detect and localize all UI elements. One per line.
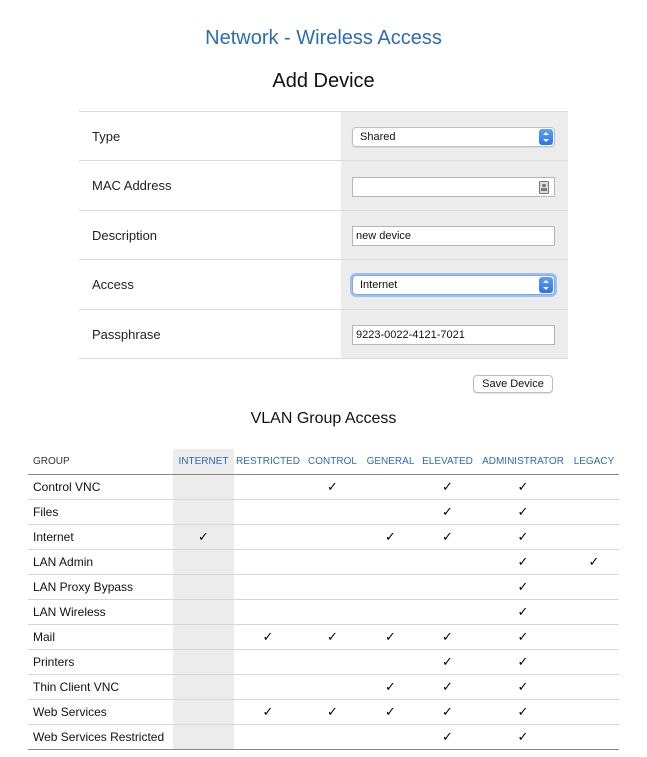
check-icon: ✓ xyxy=(442,704,453,719)
group-name: Control VNC xyxy=(28,475,173,500)
access-cell-internet[interactable] xyxy=(173,475,234,500)
check-icon: ✓ xyxy=(517,579,529,594)
passphrase-label: Passphrase xyxy=(92,327,161,342)
access-cell-internet[interactable] xyxy=(173,525,234,550)
access-cell-control[interactable] xyxy=(302,500,363,525)
group-name: Files xyxy=(28,500,173,525)
description-input[interactable] xyxy=(352,226,555,246)
check-icon: ✓ xyxy=(588,554,600,569)
access-cell-internet[interactable] xyxy=(173,575,234,600)
access-cell-control[interactable] xyxy=(302,475,363,500)
check-icon: ✓ xyxy=(442,654,453,669)
passphrase-row xyxy=(79,309,568,359)
check-icon: ✓ xyxy=(517,654,529,669)
access-cell-internet[interactable] xyxy=(173,700,234,725)
access-cell-elevated[interactable] xyxy=(418,475,477,500)
access-cell-general[interactable] xyxy=(363,675,418,700)
group-name: LAN Wireless xyxy=(28,600,173,625)
access-cell-legacy[interactable] xyxy=(569,525,619,550)
access-cell-elevated[interactable] xyxy=(418,575,477,600)
access-cell-general[interactable] xyxy=(363,725,418,750)
access-cell-legacy[interactable] xyxy=(569,575,619,600)
table-row xyxy=(28,600,619,625)
select-arrows-icon xyxy=(539,129,553,145)
table-body xyxy=(28,475,619,750)
check-icon: ✓ xyxy=(517,679,529,694)
access-cell-general[interactable] xyxy=(363,475,418,500)
description-value: new device xyxy=(356,230,412,242)
access-cell-control[interactable] xyxy=(302,675,363,700)
access-cell-internet[interactable] xyxy=(173,600,234,625)
table-header-row xyxy=(28,449,619,475)
check-icon: ✓ xyxy=(327,704,338,719)
access-cell-control[interactable] xyxy=(302,625,363,650)
access-cell-restricted[interactable] xyxy=(234,600,302,625)
access-cell-restricted[interactable] xyxy=(234,725,302,750)
group-name: Web Services Restricted xyxy=(28,725,173,750)
access-cell-internet[interactable] xyxy=(173,675,234,700)
access-cell-restricted[interactable] xyxy=(234,550,302,575)
check-icon: ✓ xyxy=(385,629,396,644)
column-header-control[interactable]: CONTROL xyxy=(302,449,363,475)
check-icon: ✓ xyxy=(442,529,453,544)
access-cell-administrator[interactable] xyxy=(477,575,569,600)
access-cell-elevated[interactable] xyxy=(418,625,477,650)
column-header-elevated[interactable]: ELEVATED xyxy=(418,449,477,475)
access-cell-general[interactable] xyxy=(363,600,418,625)
table-row xyxy=(28,525,619,550)
table-row xyxy=(28,650,619,675)
access-cell-general[interactable] xyxy=(363,700,418,725)
table-row xyxy=(28,675,619,700)
access-cell-general[interactable] xyxy=(363,500,418,525)
access-cell-internet[interactable] xyxy=(173,625,234,650)
access-cell-restricted[interactable] xyxy=(234,475,302,500)
access-cell-legacy[interactable] xyxy=(569,475,619,500)
type-select-value: Shared xyxy=(360,131,396,143)
access-cell-legacy[interactable] xyxy=(569,700,619,725)
access-cell-internet[interactable] xyxy=(173,500,234,525)
check-icon: ✓ xyxy=(517,729,529,744)
description-row xyxy=(79,210,568,260)
access-select[interactable] xyxy=(352,275,555,295)
access-cell-elevated[interactable] xyxy=(418,725,477,750)
check-icon: ✓ xyxy=(517,629,529,644)
check-icon: ✓ xyxy=(442,629,453,644)
check-icon: ✓ xyxy=(442,504,453,519)
access-cell-administrator[interactable] xyxy=(477,675,569,700)
access-cell-legacy[interactable] xyxy=(569,725,619,750)
table-row xyxy=(28,725,619,750)
check-icon: ✓ xyxy=(385,704,396,719)
check-icon: ✓ xyxy=(327,629,338,644)
access-cell-administrator[interactable] xyxy=(477,700,569,725)
table-row xyxy=(28,500,619,525)
column-header-administrator[interactable]: ADMINISTRATOR xyxy=(477,449,569,475)
mac-address-input[interactable] xyxy=(352,177,555,197)
access-select-value: Internet xyxy=(360,279,398,291)
access-label: Access xyxy=(92,277,134,292)
access-cell-control[interactable] xyxy=(302,650,363,675)
access-cell-legacy[interactable] xyxy=(569,500,619,525)
check-icon: ✓ xyxy=(385,529,396,544)
vlan-access-table xyxy=(28,449,619,750)
check-icon: ✓ xyxy=(262,629,274,644)
table-row xyxy=(28,575,619,600)
access-cell-elevated[interactable] xyxy=(418,600,477,625)
check-icon: ✓ xyxy=(517,554,529,569)
access-cell-control[interactable] xyxy=(302,525,363,550)
access-cell-control[interactable] xyxy=(302,600,363,625)
access-cell-administrator[interactable] xyxy=(477,650,569,675)
access-cell-legacy[interactable] xyxy=(569,675,619,700)
group-name: LAN Proxy Bypass xyxy=(28,575,173,600)
check-icon: ✓ xyxy=(385,679,396,694)
column-header-general[interactable]: GENERAL xyxy=(363,449,418,475)
column-header-restricted[interactable]: RESTRICTED xyxy=(234,449,302,475)
group-name: Thin Client VNC xyxy=(28,675,173,700)
check-icon: ✓ xyxy=(262,704,274,719)
check-icon: ✓ xyxy=(442,679,453,694)
check-icon: ✓ xyxy=(517,504,529,519)
access-cell-control[interactable] xyxy=(302,700,363,725)
access-cell-elevated[interactable] xyxy=(418,675,477,700)
access-cell-legacy[interactable] xyxy=(569,625,619,650)
access-cell-elevated[interactable] xyxy=(418,500,477,525)
mac-address-label: MAC Address xyxy=(92,178,172,193)
column-header-group: GROUP xyxy=(28,449,173,475)
access-cell-general[interactable] xyxy=(363,525,418,550)
access-cell-general[interactable] xyxy=(363,650,418,675)
access-cell-administrator[interactable] xyxy=(477,725,569,750)
access-cell-restricted[interactable] xyxy=(234,650,302,675)
access-cell-administrator[interactable] xyxy=(477,550,569,575)
access-cell-internet[interactable] xyxy=(173,725,234,750)
page-title: Network - Wireless Access xyxy=(205,27,442,49)
access-cell-restricted[interactable] xyxy=(234,625,302,650)
access-cell-general[interactable] xyxy=(363,625,418,650)
access-cell-general[interactable] xyxy=(363,550,418,575)
access-cell-control[interactable] xyxy=(302,725,363,750)
check-icon: ✓ xyxy=(517,604,529,619)
group-name: Web Services xyxy=(28,700,173,725)
type-row xyxy=(79,111,568,161)
table-row xyxy=(28,700,619,725)
table-row xyxy=(28,625,619,650)
passphrase-input[interactable] xyxy=(352,325,555,345)
save-device-button[interactable]: Save Device xyxy=(473,375,553,393)
table-row xyxy=(28,475,619,500)
select-arrows-icon xyxy=(539,277,553,293)
group-name: Internet xyxy=(28,525,173,550)
access-cell-administrator[interactable] xyxy=(477,475,569,500)
access-cell-restricted[interactable] xyxy=(234,675,302,700)
access-cell-general[interactable] xyxy=(363,575,418,600)
passphrase-value: 9223-0022-4121-7021 xyxy=(356,329,465,341)
add-device-title: Add Device xyxy=(272,70,375,92)
check-icon: ✓ xyxy=(442,479,453,494)
access-cell-elevated[interactable] xyxy=(418,525,477,550)
access-cell-control[interactable] xyxy=(302,575,363,600)
access-cell-administrator[interactable] xyxy=(477,525,569,550)
access-cell-restricted[interactable] xyxy=(234,525,302,550)
access-cell-control[interactable] xyxy=(302,550,363,575)
access-cell-legacy[interactable] xyxy=(569,550,619,575)
access-cell-internet[interactable] xyxy=(173,550,234,575)
access-cell-internet[interactable] xyxy=(173,650,234,675)
access-cell-administrator[interactable] xyxy=(477,600,569,625)
add-device-form xyxy=(79,111,568,359)
table-row xyxy=(28,550,619,575)
access-cell-restricted[interactable] xyxy=(234,575,302,600)
access-cell-legacy[interactable] xyxy=(569,650,619,675)
contact-card-icon[interactable] xyxy=(539,181,549,194)
access-cell-restricted[interactable] xyxy=(234,500,302,525)
vlan-group-access-title: VLAN Group Access xyxy=(250,410,397,427)
access-cell-administrator[interactable] xyxy=(477,625,569,650)
check-icon: ✓ xyxy=(198,529,209,544)
access-cell-elevated[interactable] xyxy=(418,650,477,675)
access-cell-restricted[interactable] xyxy=(234,700,302,725)
check-icon: ✓ xyxy=(442,729,453,744)
column-header-internet[interactable]: INTERNET xyxy=(173,449,234,475)
type-label: Type xyxy=(92,129,121,144)
check-icon: ✓ xyxy=(517,529,529,544)
column-header-legacy[interactable]: LEGACY xyxy=(569,449,619,475)
access-row xyxy=(79,259,568,309)
group-name: LAN Admin xyxy=(28,550,173,575)
check-icon: ✓ xyxy=(327,479,338,494)
check-icon: ✓ xyxy=(517,704,529,719)
access-cell-elevated[interactable] xyxy=(418,550,477,575)
access-cell-legacy[interactable] xyxy=(569,600,619,625)
group-name: Mail xyxy=(28,625,173,650)
type-select[interactable] xyxy=(352,127,555,147)
access-cell-administrator[interactable] xyxy=(477,500,569,525)
group-name: Printers xyxy=(28,650,173,675)
mac-address-row xyxy=(79,160,568,210)
access-cell-elevated[interactable] xyxy=(418,700,477,725)
check-icon: ✓ xyxy=(517,479,529,494)
description-label: Description xyxy=(92,228,158,243)
